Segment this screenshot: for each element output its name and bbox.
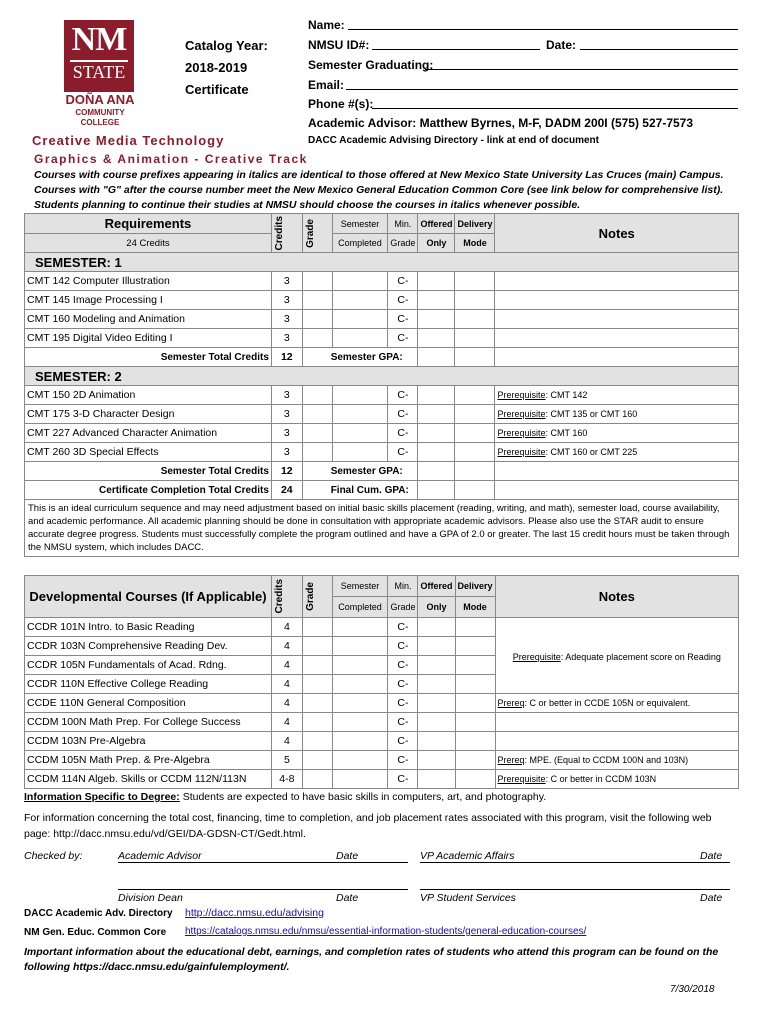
table-row: CCDM 114N Algeb. Skills or CCDM 112N/113N 4-8 C- Prerequisite: C or better in CCDM 103N [25, 770, 739, 789]
division-dean-signature[interactable]: Division Dean Date [118, 889, 408, 904]
ideal-sequence-note: This is an ideal curriculum sequence and may need adjustment based on initial basic skills placement (reading, writing, and math), semester load, course availability, and academic performance. All academic planning should be done in consultation with appropriate academic advisors. Please also use the STAR audit to ensure accurate degree progress. Students must successfully complete the program outlined and have a GPA of 2.0 or greater. The last 15 credit hours must be taken through the NMSU system, which includes DACC. [25, 500, 739, 557]
table-row: CCDR 110N Effective College Reading 4 C- [25, 675, 739, 694]
only-header: Only [418, 234, 455, 253]
semester-2-label: SEMESTER: 2 [25, 367, 739, 386]
intro-text: Courses with course prefixes appearing in italics are identical to those offered at New Mexico State University Las Cruces (main) Campus. Courses with "G" after the course number meet the New Mexico General Education Common Core (see link below for comprehensive list). Students planning to continue their studies at NMSU should choose the courses in italics whenever possible. [34, 169, 724, 211]
academic-advisor-signature[interactable]: Academic Advisor Date [118, 850, 408, 863]
program-track: Graphics & Animation - Creative Track [34, 152, 308, 166]
date-label: Date: [546, 38, 577, 52]
grade-header: Grade [302, 214, 332, 253]
phone-field[interactable] [372, 97, 738, 109]
phone-label: Phone #(s): [308, 97, 374, 111]
logo-dona-ana: DOÑA ANA [65, 92, 135, 107]
nmsu-id-label: NMSU ID#: [308, 38, 370, 52]
common-core-label: NM Gen. Educ. Common Core [24, 927, 167, 938]
delivery-header: Delivery [455, 214, 495, 234]
table-row: CMT 142 Computer Illustration 3 C- [25, 272, 739, 291]
table-row: CCDR 103N Comprehensive Reading Dev. 4 C- [25, 637, 739, 656]
credits-header: Credits [271, 214, 302, 253]
nmsu-logo [64, 20, 134, 92]
notes-header: Notes [495, 214, 739, 253]
mode-header: Mode [455, 234, 495, 253]
semester-graduating-label: Semester Graduating: [308, 58, 434, 72]
checked-by-label: Checked by: [24, 850, 83, 862]
table-row: CMT 150 2D Animation 3 C- Prerequisite: CMT 142 [25, 386, 739, 405]
semester-1-total-row: Semester Total Credits 12 Semester GPA: [25, 348, 739, 367]
min-grade-header: Grade [388, 234, 418, 253]
table-row: CCDM 105N Math Prep. & Pre-Algebra 5 C- Prereq: MPE. (Equal to CCDM 100N and 103N) [25, 751, 739, 770]
table-row: CCDE 110N General Composition 4 C- Prereq: C or better in CCDE 105N or equivalent. [25, 694, 739, 713]
semester-2-total-row: Semester Total Credits 12 Semester GPA: [25, 462, 739, 481]
completed-header: Completed [332, 234, 388, 253]
dev-min-header: Min. [388, 576, 418, 597]
developmental-title: Developmental Courses (If Applicable) [25, 576, 272, 618]
table-row: CMT 175 3-D Character Design 3 C- Prerequisite: CMT 135 or CMT 160 [25, 405, 739, 424]
academic-advisor: Academic Advisor: Matthew Byrnes, M-F, DADM 200I (575) 527-7573 [308, 116, 694, 130]
table-row: CCDM 103N Pre-Algebra 4 C- [25, 732, 739, 751]
logo-state: STATE [70, 60, 128, 82]
name-field[interactable] [348, 18, 738, 30]
table-row: CCDM 100N Math Prep. For College Success 4 C- [25, 713, 739, 732]
dev-notes-header: Notes [495, 576, 738, 618]
semester-graduating-field[interactable] [425, 58, 738, 70]
developmental-table [24, 575, 739, 789]
gainful-employment-note: Important information about the educational debt, earnings, and completion rates of students who attend this program can be found on the following https://dacc.nmsu.edu/gainfulemployment/. [24, 946, 719, 973]
advising-directory-label: DACC Academic Adv. Directory [24, 908, 173, 919]
email-field[interactable] [346, 78, 738, 90]
logo-community-college [58, 108, 142, 128]
min-header: Min. [388, 214, 418, 234]
dev-offered-header: Offered [418, 576, 455, 597]
semester-header: Semester [332, 214, 388, 234]
email-label: Email: [308, 78, 345, 92]
name-label: Name: [308, 18, 345, 32]
certificate-label: Certificate [185, 82, 249, 97]
table-row: CMT 260 3D Special Effects 3 C- Prerequisite: CMT 160 or CMT 225 [25, 443, 739, 462]
table-row: CCDR 101N Intro. to Basic Reading 4 C- Prerequisite: Adequate placement score on Reading [25, 618, 739, 637]
dev-min-grade-header: Grade [388, 597, 418, 618]
advising-directory-link[interactable]: http://dacc.nmsu.edu/advising [185, 907, 324, 919]
dev-grade-header: Grade [302, 576, 332, 618]
requirements-header: Requirements [25, 214, 272, 234]
requirements-table [24, 213, 739, 557]
dev-only-header: Only [418, 597, 455, 618]
certificate-total-row: Certificate Completion Total Credits 24 Final Cum. GPA: [25, 481, 739, 500]
more-info: For information concerning the total cost, financing, time to completion, and job placement rates associated with this program, visit the following web page: http://dacc.nmsu.edu/vd/GEI/DA-GDSN-CT/Gedt.html. [24, 812, 712, 840]
table-row: CMT 227 Advanced Character Animation 3 C- Prerequisite: CMT 160 [25, 424, 739, 443]
date-field[interactable] [580, 38, 738, 50]
dev-credits-header: Credits [271, 576, 302, 618]
program-title: Creative Media Technology [32, 133, 225, 148]
dev-completed-header: Completed [332, 597, 388, 618]
table-row: CMT 160 Modeling and Animation 3 C- [25, 310, 739, 329]
dev-mode-header: Mode [455, 597, 495, 618]
table-row: CCDR 105N Fundamentals of Acad. Rdng. 4 C- [25, 656, 739, 675]
dev-semester-header: Semester [332, 576, 388, 597]
document-date: 7/30/2018 [670, 984, 715, 995]
semester-1-label: SEMESTER: 1 [25, 253, 739, 272]
vp-student-signature[interactable]: VP Student Services Date [420, 889, 730, 904]
catalog-year-label: Catalog Year: [185, 38, 268, 53]
credits-total-header: 24 Credits [25, 234, 272, 253]
info-specific: Information Specific to Degree: Students are expected to have basic skills in computers, art, and photography. [24, 791, 547, 803]
logo-nm: NM [71, 21, 127, 58]
logo-community: COMMUNITY [75, 108, 125, 117]
dev-delivery-header: Delivery [455, 576, 495, 597]
advising-directory-note: DACC Academic Advising Directory - link at end of document [308, 135, 599, 146]
logo-college: COLLEGE [80, 118, 120, 127]
nmsu-id-field[interactable] [372, 38, 540, 50]
table-row: CMT 195 Digital Video Editing I 3 C- [25, 329, 739, 348]
vp-academic-signature[interactable]: VP Academic Affairs Date [420, 850, 730, 863]
offered-header: Offered [418, 214, 455, 234]
common-core-link[interactable]: https://catalogs.nmsu.edu/nmsu/essential-information-students/general-education-courses/ [185, 926, 587, 937]
catalog-year: 2018-2019 [185, 60, 248, 75]
table-row: CMT 145 Image Processing I 3 C- [25, 291, 739, 310]
